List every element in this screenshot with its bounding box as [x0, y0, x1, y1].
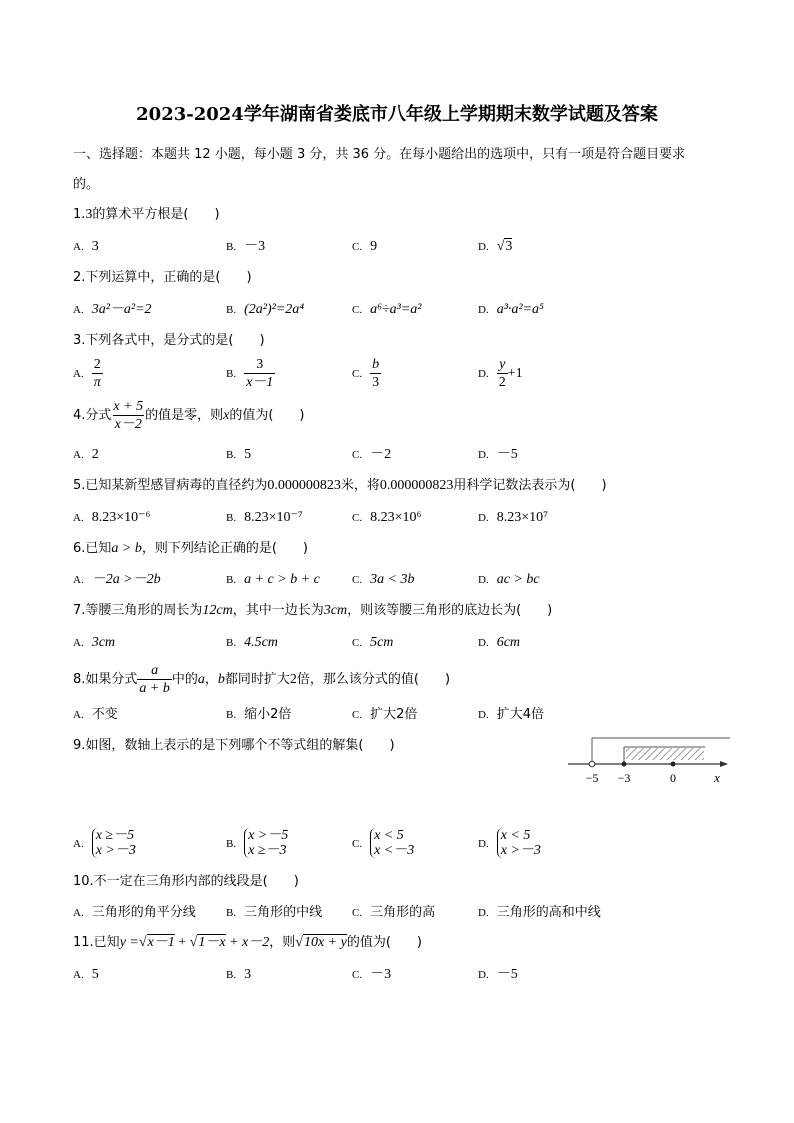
q-text: 用科学记数法表示为( ) — [453, 478, 607, 493]
axis-label: −3 — [617, 771, 631, 785]
q-text: 的值是零，则 — [145, 408, 224, 423]
inequality: x ≥－5 — [95, 828, 135, 843]
axis-label: −5 — [585, 771, 599, 785]
question-10: 10.不一定在三角形内部的线段是( ) — [73, 874, 299, 889]
closed-point — [622, 762, 627, 767]
option-value: －5 — [496, 447, 518, 462]
question-5 — [73, 477, 607, 495]
option-label: D. — [478, 969, 489, 981]
option-label: C. — [352, 449, 363, 461]
axis-arrow-icon — [720, 761, 728, 767]
option-label: C. — [352, 709, 363, 721]
denominator: a + b — [139, 681, 170, 696]
option-label: B. — [226, 449, 237, 461]
q7-option-d[interactable] — [478, 634, 520, 652]
option-label: C. — [352, 837, 363, 850]
option-value: 3 — [91, 239, 99, 254]
option-label: D. — [478, 512, 489, 524]
option-label: B. — [226, 512, 237, 524]
q-math: x－1 — [147, 935, 175, 950]
numerator: 3 — [256, 357, 264, 372]
option-label: A. — [73, 907, 84, 919]
denominator: 2 — [498, 375, 506, 390]
option-value: a³·a²=a⁵ — [496, 302, 544, 317]
option-label: D. — [478, 368, 489, 380]
option-label: B. — [226, 709, 237, 721]
option-label: B. — [226, 969, 237, 981]
option-label: C. — [352, 241, 363, 253]
q2-option-c[interactable] — [352, 301, 422, 319]
q-text: 7.等腰三角形的周长为 — [73, 603, 203, 618]
q1-option-a[interactable] — [73, 238, 99, 256]
inequality: x < 5 — [374, 828, 404, 843]
q10-option-b[interactable] — [226, 904, 322, 922]
q-math: 1－x — [198, 935, 226, 950]
option-value: 2 — [91, 447, 99, 462]
option-value: 缩小2倍 — [244, 707, 292, 722]
q3-option-b[interactable] — [226, 356, 275, 391]
option-label: D. — [478, 241, 489, 253]
question-3: 3.下列各式中，是分式的是( ) — [73, 333, 265, 348]
option-value: 3 — [244, 967, 252, 982]
origin-point — [671, 762, 676, 767]
q-text: ，则 — [269, 935, 296, 950]
option-value: －5 — [496, 967, 518, 982]
option-value: ac > bc — [496, 572, 540, 587]
inequality: x >－3 — [500, 843, 541, 858]
q-math: b — [217, 672, 225, 687]
q-text: 4.分式 — [73, 408, 112, 423]
option-label: B. — [226, 304, 237, 316]
q-text: 的算术平方根是( ) — [92, 207, 220, 222]
q-text: ， — [204, 672, 218, 687]
q10-option-c[interactable] — [352, 904, 435, 922]
option-label: B. — [226, 907, 237, 919]
option-value: 8.23×10⁻⁷ — [244, 510, 303, 525]
q-math: 10x + y — [303, 935, 347, 950]
option-value: 8.23×10⁻⁶ — [91, 510, 151, 525]
q1-option-b[interactable] — [226, 238, 265, 256]
q-math: 3 — [85, 207, 93, 222]
question-7 — [73, 602, 552, 620]
option-label: A. — [73, 449, 84, 461]
q-text: 中的 — [171, 672, 198, 687]
q-math: + — [174, 935, 190, 950]
q6-option-b[interactable] — [226, 571, 320, 589]
q-text: 11.已知 — [73, 935, 120, 950]
q-math: 2 — [289, 672, 297, 687]
option-value: 不变 — [91, 707, 118, 722]
q1-option-c[interactable] — [352, 238, 377, 256]
numerator: x + 5 — [113, 399, 144, 414]
option-label: D. — [478, 637, 489, 649]
fraction — [111, 398, 145, 433]
q6-option-a[interactable] — [73, 571, 161, 589]
q9-option-c[interactable] — [352, 828, 414, 858]
option-label: C. — [352, 512, 363, 524]
option-value: a + c > b + c — [244, 572, 320, 587]
q-text: ，则该等腰三角形的底边长为( ) — [347, 603, 553, 618]
option-value: 8.23×10⁶ — [370, 510, 422, 525]
question-9: 9.如图，数轴上表示的是下列哪个不等式组的解集( ) — [73, 738, 395, 753]
option-label: D. — [478, 449, 489, 461]
section-intro: 一、选择题：本题共 12 小题，每小题 3 分，共 36 分。在每小题给出的选项中，只有一项是符合题目要求 — [73, 147, 686, 162]
option-label: C. — [352, 304, 363, 316]
q-math: 12cm — [202, 603, 233, 618]
option-value: －3 — [244, 239, 266, 254]
option-label: B. — [226, 241, 237, 253]
option-value: －2 — [370, 447, 392, 462]
option-tail: +1 — [507, 366, 523, 381]
q-math: 0.000000823 — [267, 478, 341, 493]
sqrt-icon: √ — [138, 935, 147, 950]
inequality: x < 5 — [500, 828, 531, 843]
option-label: A. — [73, 304, 84, 316]
option-value: 3 — [505, 239, 513, 254]
inequality-system — [497, 828, 541, 858]
option-value: 5cm — [370, 635, 394, 650]
q9-option-b[interactable] — [226, 828, 288, 858]
option-value: 8.23×10⁷ — [496, 510, 548, 525]
q8-option-c[interactable] — [352, 706, 417, 724]
option-value: 3a²－a²=2 — [91, 302, 152, 317]
option-value: 5 — [244, 447, 252, 462]
option-value: 三角形的高 — [370, 905, 436, 920]
option-value: 三角形的角平分线 — [91, 905, 196, 920]
q11-option-b[interactable] — [226, 966, 251, 984]
q8-option-a[interactable] — [73, 706, 118, 724]
option-value: 三角形的中线 — [244, 905, 323, 920]
section-intro-cont: 的。 — [73, 177, 100, 192]
axis-label: 0 — [670, 771, 676, 785]
q-text: 8.如果分式 — [73, 672, 138, 687]
q11-option-d[interactable] — [478, 966, 518, 984]
axis-label: x — [714, 770, 720, 785]
q3-option-d[interactable] — [478, 356, 523, 391]
q2-option-a[interactable] — [73, 301, 152, 319]
q-text: ，其中一边长为 — [232, 603, 324, 618]
q6-option-d[interactable] — [478, 571, 540, 589]
option-value: 3a < 3b — [370, 572, 415, 587]
option-value: 三角形的高和中线 — [496, 905, 601, 920]
option-label: B. — [226, 368, 237, 380]
q-text: 6.已知 — [73, 541, 112, 556]
option-label: B. — [226, 837, 237, 850]
q-math: 3cm — [323, 603, 348, 618]
q-text: 的值为( ) — [346, 935, 422, 950]
denominator: π — [93, 375, 101, 390]
inequality: x ≥－3 — [248, 843, 287, 858]
hatched-region — [626, 748, 704, 760]
option-label: D. — [478, 837, 489, 850]
fraction — [497, 356, 508, 391]
numerator: 2 — [93, 357, 101, 372]
q5-option-c[interactable] — [352, 509, 421, 527]
option-value: 5 — [91, 967, 99, 982]
numerator: y — [499, 357, 506, 372]
open-point — [589, 761, 595, 767]
option-value: 3cm — [91, 635, 116, 650]
q-math: y = — [119, 935, 139, 950]
option-label: B. — [226, 637, 237, 649]
fraction — [370, 356, 381, 391]
option-label: D. — [478, 304, 489, 316]
question-8 — [73, 662, 450, 697]
denominator: x－1 — [246, 375, 274, 390]
option-value: a⁶÷a³=a² — [370, 302, 422, 317]
q5-option-d[interactable] — [478, 509, 548, 527]
option-label: C. — [352, 907, 363, 919]
page-title: 2023-2024学年湖南省娄底市八年级上学期期末数学试题及答案 — [136, 104, 658, 125]
numerator: b — [372, 357, 380, 372]
inequality-system — [92, 828, 136, 858]
q-text: 都同时扩大 — [224, 672, 290, 687]
q11-option-a[interactable] — [73, 966, 99, 984]
q8-option-d[interactable] — [478, 706, 544, 724]
question-6 — [73, 540, 308, 558]
sqrt-icon: √ — [496, 239, 505, 254]
q7-option-a[interactable] — [73, 634, 115, 652]
question-2: 2.下列运算中，正确的是( ) — [73, 270, 252, 285]
q10-option-d[interactable] — [478, 904, 601, 922]
q4-option-a[interactable] — [73, 446, 99, 464]
q-text: 5.已知某新型感冒病毒的直径约为 — [73, 478, 268, 493]
option-label: A. — [73, 637, 84, 649]
option-value: 6cm — [496, 635, 521, 650]
sqrt-icon: √ — [189, 935, 198, 950]
denominator: x－2 — [114, 417, 142, 432]
q4-option-b[interactable] — [226, 446, 251, 464]
option-label: C. — [352, 969, 363, 981]
sqrt-icon: √ — [295, 935, 303, 950]
q4-option-c[interactable] — [352, 446, 391, 464]
option-label: D. — [478, 907, 489, 919]
q-text: 的值为( ) — [229, 408, 305, 423]
q-math: + x－2 — [225, 935, 270, 950]
q-math: 0.000000823 — [379, 478, 454, 493]
inequality-system — [370, 828, 414, 858]
option-label: D. — [478, 574, 489, 586]
q10-option-a[interactable] — [73, 904, 196, 922]
option-value: (2a²)²=2a⁴ — [244, 302, 305, 317]
option-value: －2a >－2b — [91, 572, 161, 587]
option-value: －3 — [370, 967, 392, 982]
q-text: 倍，那么该分式的值( ) — [296, 672, 451, 687]
q11-option-c[interactable] — [352, 966, 391, 984]
option-label: A. — [73, 837, 84, 850]
q9-option-a[interactable] — [73, 828, 136, 858]
denominator: 3 — [372, 375, 380, 390]
option-label: A. — [73, 368, 84, 380]
question-4 — [73, 398, 304, 433]
option-label: A. — [73, 574, 84, 586]
q5-option-a[interactable] — [73, 509, 150, 527]
q5-option-b[interactable] — [226, 509, 303, 527]
inequality: x >－3 — [95, 843, 136, 858]
option-label: A. — [73, 512, 84, 524]
inequality-system — [244, 828, 288, 858]
option-label: B. — [226, 574, 237, 586]
q-text: ，则下列结论正确的是( ) — [141, 541, 309, 556]
fraction — [244, 356, 275, 391]
q6-option-c[interactable] — [352, 571, 415, 589]
option-label: A. — [73, 709, 84, 721]
fraction — [92, 356, 103, 391]
question-1 — [73, 206, 220, 224]
option-value: 4.5cm — [244, 635, 278, 650]
inequality: x <－3 — [374, 843, 415, 858]
number-line-figure — [560, 732, 730, 788]
option-label: D. — [478, 709, 489, 721]
q9-option-d[interactable] — [478, 828, 541, 858]
option-value: 扩大2倍 — [370, 707, 418, 722]
inequality: x >－5 — [248, 828, 289, 843]
question-11 — [73, 934, 422, 952]
q8-option-b[interactable] — [226, 706, 291, 724]
q-num: 1. — [73, 207, 86, 222]
option-value: 扩大4倍 — [496, 707, 544, 722]
numerator: a — [151, 663, 159, 678]
q1-option-d[interactable] — [478, 238, 512, 256]
q4-option-d[interactable] — [478, 446, 518, 464]
option-label: C. — [352, 637, 363, 649]
q2-option-d[interactable] — [478, 301, 544, 319]
q-math: a > b — [111, 541, 142, 556]
q-math: a — [197, 672, 205, 687]
q-text: 米，将 — [340, 478, 380, 493]
q7-option-c[interactable] — [352, 634, 393, 652]
q7-option-b[interactable] — [226, 634, 278, 652]
option-label: C. — [352, 368, 363, 380]
fraction — [137, 662, 171, 697]
q3-option-a[interactable] — [73, 356, 103, 391]
option-value: 9 — [370, 239, 378, 254]
q-math: x — [223, 408, 230, 423]
option-label: C. — [352, 574, 363, 586]
option-label: A. — [73, 241, 84, 253]
q3-option-c[interactable] — [352, 356, 381, 391]
option-label: A. — [73, 969, 84, 981]
q2-option-b[interactable] — [226, 301, 304, 319]
